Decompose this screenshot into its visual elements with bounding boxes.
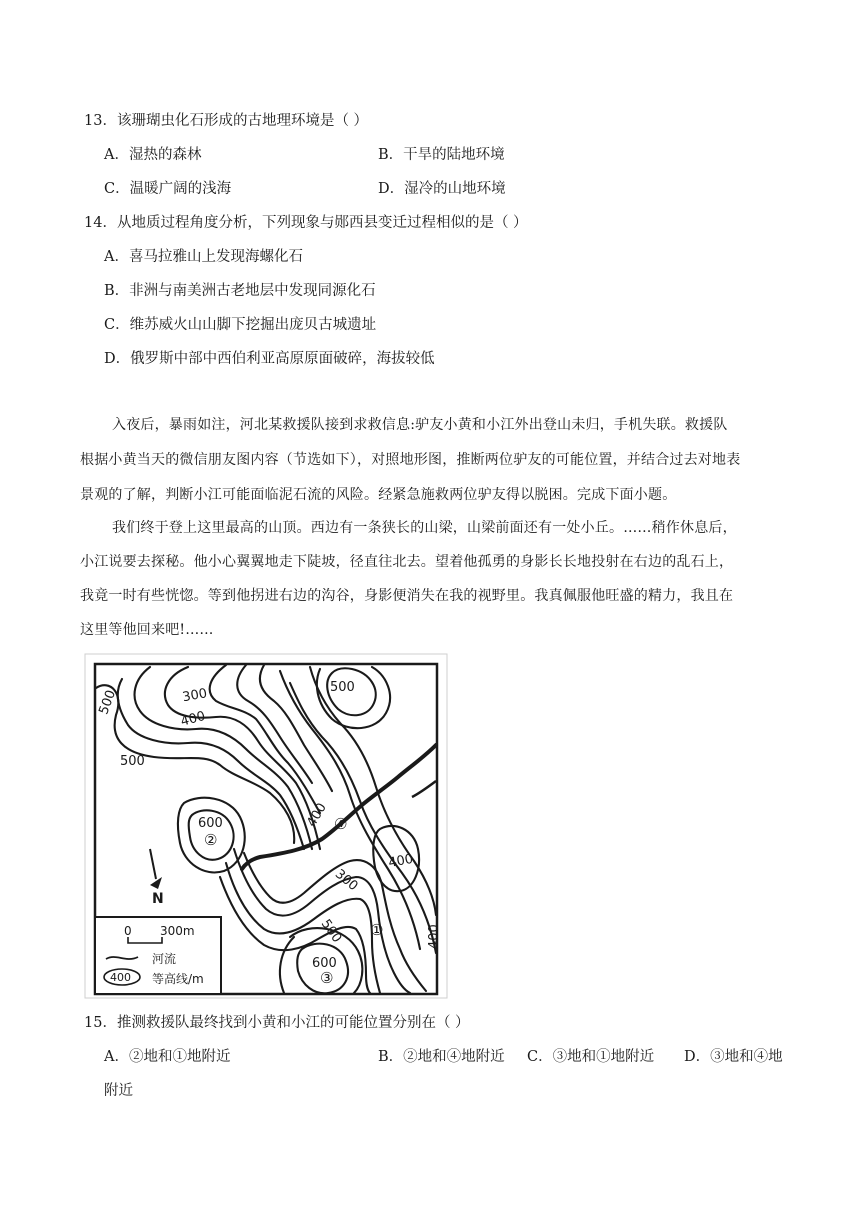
river-legend-label: 河流 (152, 952, 177, 966)
contour-label: 600 (198, 816, 223, 831)
contour-label: 400 (304, 800, 330, 830)
q14-option-c[interactable]: C．维苏威火山山脚下挖掘出庞贝古城遗址 (104, 317, 377, 333)
point-label-4: ④ (334, 815, 348, 833)
contour-legend-value: 400 (110, 971, 131, 984)
q13-option-b[interactable]: B．干旱的陆地环境 (378, 147, 505, 163)
q13-option-d[interactable]: D．湿冷的山地环境 (378, 181, 506, 197)
q13-stem: 13．该珊瑚虫化石形成的古地理环境是（ ） (84, 113, 369, 129)
point-label-1: ① (370, 921, 384, 939)
point-label-2: ② (204, 831, 218, 849)
contour-label: 300 (331, 866, 361, 895)
q15-stem: 15．推测救援队最终找到小黄和小江的可能位置分别在（ ） (84, 1015, 470, 1031)
contour-label: 300 (181, 686, 209, 706)
q14-option-a[interactable]: A．喜马拉雅山上发现海螺化石 (104, 249, 303, 265)
q13-option-c[interactable]: C．温暖广阔的浅海 (104, 181, 232, 197)
contour-label: 500 (330, 680, 355, 695)
topographic-map (84, 653, 448, 999)
q14-option-d[interactable]: D．俄罗斯中部中西伯利亚高原原面破碎，海拔较低 (104, 351, 435, 367)
contour-label: 500 (120, 754, 145, 769)
q14-option-b[interactable]: B．非洲与南美洲古老地层中发现同源化石 (104, 283, 376, 299)
passage-p2-line4: 这里等他回来吧!…… (80, 622, 214, 638)
passage-p1-line2: 根据小黄当天的微信朋友图内容（节选如下），对照地形图，推断两位驴友的可能位置，并结合过去对地表 (80, 452, 741, 468)
passage-p2-line2: 小江说要去探秘。他小心翼翼地走下陡坡，径直往北去。望着他孤勇的身影长长地投射在右边的乱石上， (80, 554, 734, 570)
contour-label: 500 (317, 916, 345, 946)
scale-zero: 0 (124, 924, 132, 938)
contour-label: 500 (96, 688, 120, 717)
passage-p1-line1: 入夜后，暴雨如注，河北某救援队接到求救信息:驴友小黄和小江外出登山未归，手机失联。救援队 (112, 417, 728, 433)
passage-p2-line1: 我们终于登上这里最高的山顶。西边有一条狭长的山梁，山梁前面还有一处小丘。……稍作休息后， (112, 520, 737, 536)
passage-p2-line3: 我竟一时有些恍惚。等到他拐进右边的沟谷，身影便消失在我的视野里。我真佩服他旺盛的精力，我且在 (80, 588, 734, 604)
scale-distance: 300m (160, 924, 195, 938)
contour-legend-label: 等高线/m (152, 972, 204, 986)
q15-option-b[interactable]: B．②地和④地附近 (378, 1049, 505, 1065)
contour-label: 400 (427, 924, 442, 949)
q15-option-d[interactable]: D．③地和④地 (684, 1049, 783, 1065)
contour-label: 400 (387, 851, 415, 871)
q15-option-d-wrap: 附近 (104, 1083, 133, 1099)
map-legend (95, 917, 221, 994)
contour-label: 600 (312, 956, 337, 971)
q15-option-a[interactable]: A．②地和①地附近 (104, 1049, 231, 1065)
q15-option-c[interactable]: C．③地和①地附近 (527, 1049, 655, 1065)
q13-option-a[interactable]: A．湿热的森林 (104, 147, 202, 163)
contour-label: 400 (179, 708, 207, 730)
q14-stem: 14．从地质过程角度分析，下列现象与郧西县变迁过程相似的是（ ） (84, 215, 528, 231)
passage-p1-line3: 景观的了解，判断小江可能面临泥石流的风险。经紧急施救两位驴友得以脱困。完成下面小题。 (80, 487, 677, 503)
point-label-3: ③ (320, 969, 334, 987)
north-label: N (152, 891, 164, 907)
